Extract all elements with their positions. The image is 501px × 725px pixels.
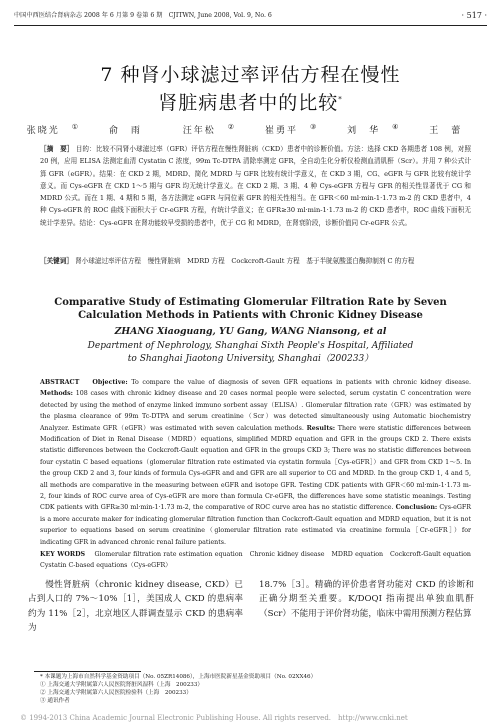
title-en-line1: Comparative Study of Estimating Glomerular Filtration Rate by Seven (54, 297, 447, 308)
author: 王 蕾 (429, 126, 463, 136)
keywords-en-label: KEY WORDS (40, 551, 86, 558)
page-number: · 517 · (461, 11, 487, 20)
abstract-cn (40, 143, 471, 253)
abstract-en (40, 377, 471, 549)
footnotes (40, 673, 481, 705)
abstract-cn-text: 目的：比较不同肾小球滤过率（GFR）评估方程在慢性肾脏病（CKD）患者中的诊断价值。方法：选择 CKD 各期患者 108 例，对照 20 例，应用 ELISA 法测定血清 Cystatin C 浓度，99m Tc-DTPA 清除率测定 GFR，全自动生化分析仪检测血清肌酐（Scr）。并用 7 种公式计算 GFR（eGFR）。结果：在 CKD 2 期，MDRD、简化 MDRD 与 GFR 比较有统计学意义，在 CKD 3 期，CG、eGFR 与 GFR 比较有统计学意义。而 Cys-eGFR 在 CKD 1～5 期与 GFR 均无统计学意义。在 CKD 2 期、3 期、4 种 Cys-eGFR 方程与 GFR 的相关性显著优于 CG 和 MDRD 公式。而在 1 期、4 期和 5 期，各方法测定 eGFR 与同位素 GFR 的相关性相当。在 GFR＜60 ml·min-1·1.73 m-2 的 CKD 患者中，4 种 Cys-eGFR 的 ROC 曲线下面积大于 Cr-eGFR 方程，有统计学意义；在 GFR≥30 ml·min-1·1.73 m-2 的 CKD 患者中，ROC 曲线下面积无统计学差异。结论：Cys-eGFR 在肾功能较早受损的患者中，优于 CG 和 MDRD，在肾衰阶段，诊断价值同 Cr-eGFR 公式。 (40, 145, 471, 227)
affiliation-line1: Department of Nephrology, Shanghai Sixth People's Hospital, Affiliated (87, 341, 414, 351)
running-header (14, 10, 487, 22)
keywords-cn (40, 255, 471, 281)
authors-en: ZHANG Xiaoguang, YU Gang, WANG Niansong, et al (114, 326, 387, 337)
author: 俞 雨 (108, 126, 142, 136)
author: 崔勇平 ③ (264, 123, 319, 136)
title-cn-line2 (0, 88, 501, 115)
abstract-cn-label: ［摘 要］ (40, 145, 74, 153)
body-column-left: 慢性肾脏病（chronic kidney disease, CKD）已占到人口的 7%～10%［1］，美国成人 CKD 的患病率约为 11%［2］，北京地区人群调查显示 CKD 的患病率为 (28, 580, 243, 634)
keywords-en (40, 549, 478, 572)
footnote-rule (34, 671, 141, 672)
results-text: There were statistic differences between Modification of Diet in Renal Disease（MDRD）equations, simplified MDRD equation and GFR in the groups CKD 2. There exists statistic differences between the Cockcroft-Gault equation and GFR in the groups CKD 3; There was no statistic differences between four cystatin C based equations（glomerular filtration rate estimated via cystatin formula［Cys-eGFR］）and GFR from CKD 1～5. In the group CKD 2 and 3, four kinds of formula Cys-eGFR and and GFR are all superior to CG and MDRD. In the group CKD 1, 4 and 5, all methods are comparative in the measuring between eGFR and isotope GFR. Testing CDK patients with GFR＜60 ml·min-1·1.73 m-2, four kinds of ROC curve area of Cys-eGFR are more than formula Cr-eGFR, the differences have some statistic meanings. Testing CDK patients with GFR≥30 ml·min-1·1.73 m-2, the comparative of ROC curve area has no statistic difference. (40, 424, 471, 512)
affiliation-line2: to Shanghai Jiaotong University, Shanghai（200233） (127, 354, 374, 364)
methods-text: 108 cases with chronic kidney disease and 20 cases normal people were selected, serum cystatin C concentration were detected by using the method of enzyme linked immuno sorbent assay（ELISA）. Glomerular filtration rate（GFR）was estimated by the plasma clearance of 99m Tc-DTPA and serum creatinine（Scr）was detected simultaneously using Automatic biochemistry Analyzer. Estimate GFR（eGFR）was estimated with seven calculation methods. (40, 390, 471, 432)
conclusion-text: Cys-eGFR is a more accurate maker for indicating glomerular filtration function than Cockcroft-Gault equation and MDRD equation, but it is not superior to equations based on serum creatinine（glomerular filtration rate estimated via creatinine formula［Cr-eGFR］）for indicating GFR in advanced chronic renal failure patients. (40, 504, 471, 546)
title-cn-text: 肾脏病患者中的比较 (158, 92, 339, 114)
objective-label: Objective: (92, 379, 128, 386)
title-footnote-mark: * (338, 95, 343, 104)
author: 刘 华 ④ (347, 123, 401, 136)
keywords-cn-label: ［关键词］ (40, 257, 73, 265)
footnote-affil-1: ① 上海交通大学附属第六人民医院肾脏风湿科（上海 200233） (40, 682, 203, 688)
authors-cn (0, 123, 501, 136)
journal-info: 中国中西医结合肾病杂志 2008 年 6 月第 9 卷第 6 期 CJITWN, June 2008, Vol. 9, No. 6 (14, 12, 272, 19)
body-column-right: 18.7%［3］。精确的评价患者肾功能对 CKD 的诊断和正确分期至关重要。K/DOQI 指南提出单独血肌酐（Scr）不能用于评价肾功能，临床中需用预测方程估算 (259, 580, 474, 619)
objective-text: To compare the value of diagnosis of seven GFR equations in patients with chronic kidney disease. (131, 379, 471, 386)
results-label: Results: (306, 424, 336, 432)
methods-label: Methods: (40, 390, 73, 398)
abstract-en-label: ABSTRACT (40, 379, 80, 386)
title-cn-line1: 7 种肾小球滤过率评估方程在慢性 (100, 64, 401, 86)
author: 张晓光 ① (26, 123, 80, 136)
footnote-affil-2: ② 上海交通大学附属第六人民医院检验科（上海 200233） (40, 690, 192, 696)
watermark: © 1994-2013 China Academic Journal Electronic Publishing House. All rights reserved. http://www.cnki.net (20, 714, 408, 722)
title-en (0, 296, 501, 322)
keywords-en-text: Glomerular filtration rate estimation equation Chronic kidney disease MDRD equation Cockcroft-Gault equation Cystatin C-based equations（Cys-eGFR） (40, 551, 478, 570)
author: 汪年松 ② (182, 123, 237, 136)
affiliation-en (0, 340, 501, 366)
header-rule (14, 25, 487, 26)
conclusion-label: Conclusion: (395, 504, 438, 512)
footnote-corresponding: ③ 通讯作者 (40, 698, 70, 704)
keywords-cn-text: 肾小球滤过率评估方程 慢性肾脏病 MDRD 方程 Cockcroft-Gault 方程 基于半胱氨酸蛋白酶抑制剂 C 的方程 (75, 257, 415, 265)
title-en-line2: Calculation Methods in Patients with Chronic Kidney Disease (78, 310, 423, 321)
footnote-funding: * 本课题为上海市自然科学基金资助项目（No. 05ZR14086），上海市医院新星基金资助项目（No. 02XX46） (40, 674, 317, 680)
